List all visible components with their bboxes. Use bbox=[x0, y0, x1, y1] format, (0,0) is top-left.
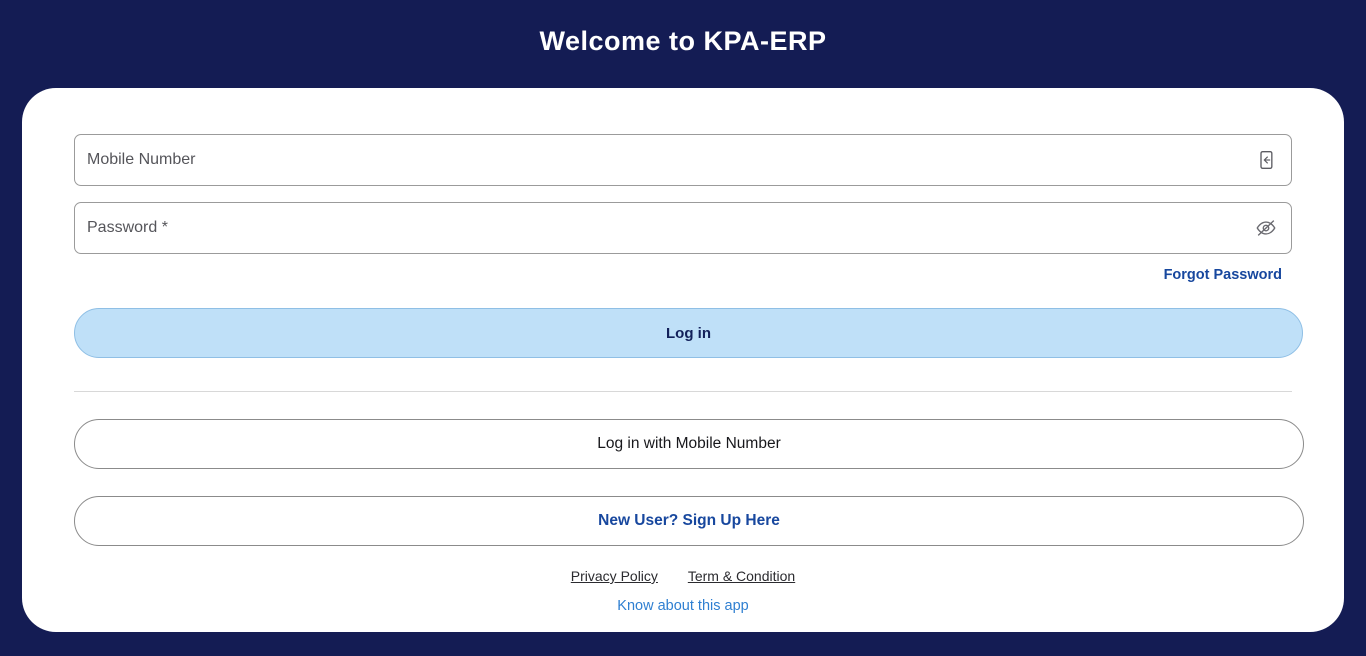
divider bbox=[74, 391, 1292, 392]
login-button[interactable]: Log in bbox=[74, 308, 1303, 358]
forgot-password-link[interactable]: Forgot Password bbox=[1163, 267, 1282, 283]
mobile-number-input[interactable] bbox=[75, 135, 1291, 185]
legal-links-row bbox=[74, 568, 1292, 584]
mobile-input-icon[interactable] bbox=[1255, 149, 1277, 171]
password-field[interactable] bbox=[74, 202, 1292, 254]
know-about-app-link[interactable]: Know about this app bbox=[617, 598, 749, 614]
signup-button[interactable]: New User? Sign Up Here bbox=[74, 496, 1304, 546]
login-with-mobile-button[interactable]: Log in with Mobile Number bbox=[74, 419, 1304, 469]
password-input[interactable] bbox=[75, 203, 1291, 253]
know-about-row bbox=[74, 597, 1292, 615]
page-title: Welcome to KPA-ERP bbox=[539, 26, 827, 56]
privacy-policy-link[interactable]: Privacy Policy bbox=[570, 568, 658, 584]
eye-off-icon[interactable] bbox=[1255, 217, 1277, 239]
terms-conditions-link[interactable]: Term & Condition bbox=[687, 568, 796, 584]
login-form bbox=[22, 88, 1344, 615]
forgot-password-row bbox=[74, 266, 1292, 284]
login-card bbox=[22, 88, 1344, 632]
mobile-number-field[interactable] bbox=[74, 134, 1292, 186]
